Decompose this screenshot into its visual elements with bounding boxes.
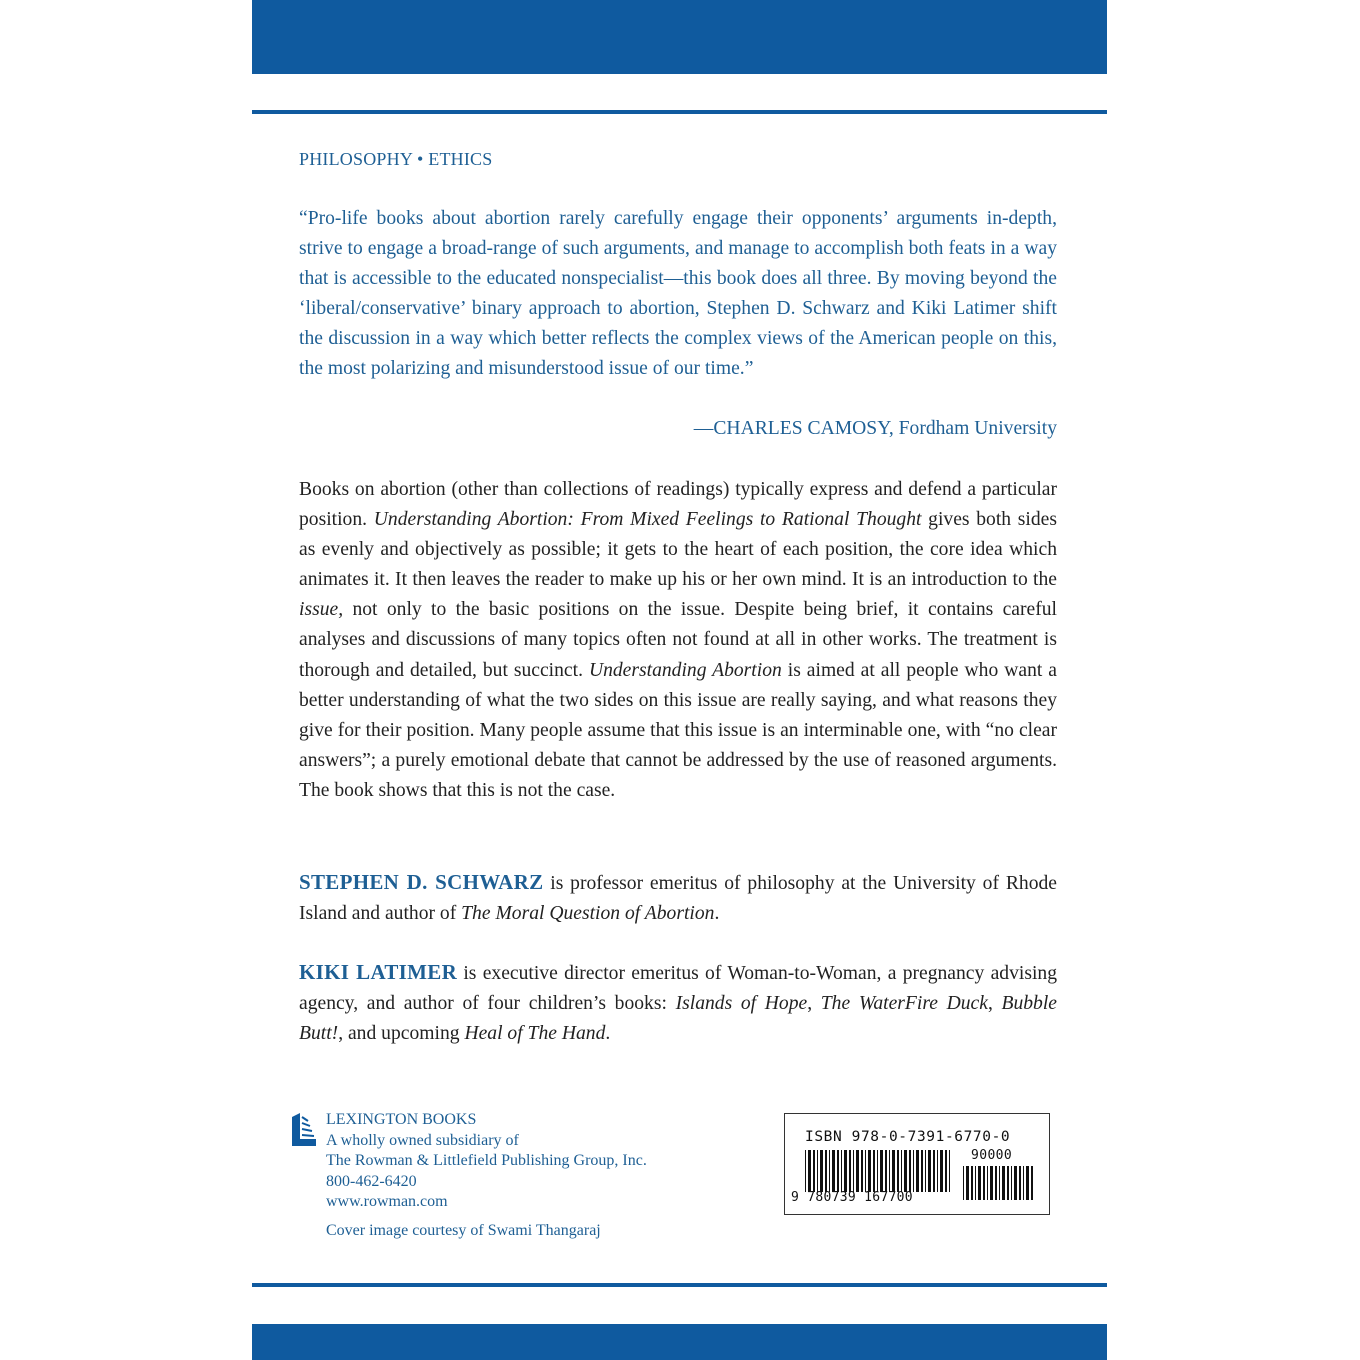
barcode-bar: [1023, 1166, 1024, 1200]
author-book-title: Heal of The Hand: [464, 1023, 606, 1045]
barcode-bar: [990, 1166, 993, 1200]
barcode-bar: [921, 1150, 923, 1192]
author-book-title: The WaterFire Duck: [820, 993, 988, 1015]
barcode-bar: [1026, 1166, 1029, 1200]
barcode-bar: [829, 1150, 830, 1192]
author-book-title: Islands of Hope: [675, 993, 808, 1015]
barcode-bar: [841, 1150, 842, 1192]
barcode-bar: [880, 1150, 883, 1192]
author-bio-text: is executive director emeritus of Woman-to-Woman, a pregnancy advising agency, and author of four children’s books:: [299, 963, 1057, 1015]
punctuation: ,: [987, 993, 1002, 1015]
barcode-bar: [805, 1150, 806, 1192]
top-divider-rule: [252, 110, 1107, 114]
barcode-bar: [913, 1150, 914, 1192]
punctuation: , and upcoming: [338, 1023, 465, 1045]
isbn-barcode: [784, 1113, 1050, 1215]
barcode-bar: [975, 1166, 976, 1200]
barcode-bar: [937, 1150, 938, 1192]
barcode-digits: 9 780739 167700: [791, 1190, 913, 1205]
barcode-bar: [865, 1150, 866, 1192]
barcode-bar: [832, 1150, 835, 1192]
barcode-bar: [904, 1150, 907, 1192]
barcode-bar: [971, 1166, 973, 1200]
barcode-bar: [873, 1150, 875, 1192]
publisher-website: www.rowman.com: [326, 1193, 448, 1210]
author-bio-latimer: [299, 957, 1057, 1049]
barcode-bar: [925, 1150, 926, 1192]
barcode-bar: [825, 1150, 827, 1192]
barcode-bar: [983, 1166, 985, 1200]
barcode-bar: [909, 1150, 911, 1192]
barcode-bar: [901, 1150, 902, 1192]
barcode-bar: [949, 1150, 950, 1192]
barcode-bar: [849, 1150, 851, 1192]
barcode-bar: [1007, 1166, 1009, 1200]
author-book-title: The Moral Question of Abortion: [461, 903, 715, 925]
bottom-divider-rule: [252, 1283, 1107, 1287]
barcode-bar: [889, 1150, 890, 1192]
barcode-bar: [945, 1150, 947, 1192]
barcode-bar: [844, 1150, 847, 1192]
publisher-info: [326, 1110, 647, 1213]
book-back-cover: [252, 0, 1107, 1360]
publisher-subsidiary-line: A wholly owned subsidiary of: [326, 1131, 519, 1149]
lexington-books-logo-icon: [288, 1113, 318, 1147]
publisher-parent-company: The Rowman & Littlefield Publishing Group, Inc.: [326, 1152, 647, 1169]
barcode-bar: [861, 1150, 863, 1192]
barcode-bar: [877, 1150, 878, 1192]
barcode-bar: [1002, 1166, 1005, 1200]
punctuation: ,: [807, 993, 821, 1015]
description-text: Books on abortion (other than collections of readings) typically express and defend a particular position.: [299, 479, 1057, 531]
author-bio-schwarz: [299, 867, 1057, 929]
top-color-band: [252, 0, 1107, 74]
barcode-bar: [856, 1150, 859, 1192]
barcode-bar: [963, 1166, 964, 1200]
book-description: [299, 475, 1057, 806]
barcode-bar: [940, 1150, 943, 1192]
barcode-bar: [1011, 1166, 1012, 1200]
barcode-bar: [978, 1166, 981, 1200]
barcode-bar: [885, 1150, 887, 1192]
book-title-reference: Understanding Abortion: [588, 659, 782, 681]
barcode-bar: [987, 1166, 988, 1200]
endorsement-attribution: —CHARLES CAMOSY, Fordham University: [693, 418, 1057, 439]
barcode-bar: [813, 1150, 815, 1192]
barcode-bar: [966, 1166, 969, 1200]
author-name: KIKI LATIMER: [299, 960, 458, 984]
author-bio-text: is professor emeritus of philosophy at the University of Rhode Island and author of: [299, 873, 1057, 925]
barcode-bar: [1019, 1166, 1021, 1200]
publisher-phone: 800-462-6420: [326, 1172, 417, 1190]
barcode-bar: [1031, 1166, 1033, 1200]
barcode-bar: [892, 1150, 895, 1192]
endorsement-quote: “Pro-life books about abortion rarely carefully engage their opponents’ arguments in-depth, strive to engage a broad-range of such arguments, and manage to accomplish both feats in a way that is accessible to the educated nonspecialist—this book does all three. By moving beyond the ‘liberal/conservative’ binary approach to abortion, Stephen D. Schwarz and Kiki Latimer shift the discussion in a way which better reflects the complex views of the American people on this, the most polarizing and misunderstood issue of our time.”: [299, 208, 1057, 380]
description-text: not only to the basic positions on the issue. Despite being brief, it contains careful analyses and discussions of many topics often not found at all in other works. The treatment is thorough and detailed, but succinct.: [299, 599, 1057, 681]
barcode-bar: [995, 1166, 997, 1200]
barcode-bar: [933, 1150, 935, 1192]
punctuation: .: [714, 903, 720, 925]
barcode-bar: [820, 1150, 823, 1192]
author-name: STEPHEN D. SCHWARZ: [299, 870, 544, 894]
publisher-name: LEXINGTON BOOKS: [326, 1111, 477, 1128]
category-label: PHILOSOPHY • ETHICS: [299, 149, 493, 169]
barcode-bar: [916, 1150, 919, 1192]
barcode-bar: [999, 1166, 1000, 1200]
barcode-bar: [837, 1150, 839, 1192]
description-text: gives both sides as evenly and objectively as possible; it gets to the heart of each position, the core idea which animates it. It then leaves the reader to make up his or her own mind. It is an introduction to the: [299, 509, 1057, 591]
description-text: is aimed at all people who want a better understanding of what the two sides on this issue are really saying, and what reasons they give for their position. Many people assume that this issue is an interminable one, with “no clear answers”; a purely emotional debate that cannot be addressed by the use of reasoned arguments. The book shows that this is not the case.: [299, 659, 1057, 801]
isbn-label: ISBN 978-0-7391-6770-0: [805, 1129, 1011, 1145]
barcode-bar: [928, 1150, 931, 1192]
author-book-title: Bubble Butt!: [299, 993, 1057, 1045]
barcode-bar: [897, 1150, 899, 1192]
emphasis-word: issue,: [299, 599, 344, 621]
barcode-bar: [853, 1150, 854, 1192]
bottom-color-band: [252, 1324, 1107, 1360]
barcode-bar: [817, 1150, 818, 1192]
punctuation: .: [605, 1023, 611, 1045]
book-title-reference: Understanding Abortion: From Mixed Feelings to Rational Thought: [373, 509, 922, 531]
barcode-bar: [868, 1150, 871, 1192]
cover-image-credit: Cover image courtesy of Swami Thangaraj: [326, 1222, 601, 1239]
barcode-bar: [808, 1150, 811, 1192]
barcode-bar: [1014, 1166, 1017, 1200]
barcode-price-code: 90000: [971, 1148, 1013, 1163]
